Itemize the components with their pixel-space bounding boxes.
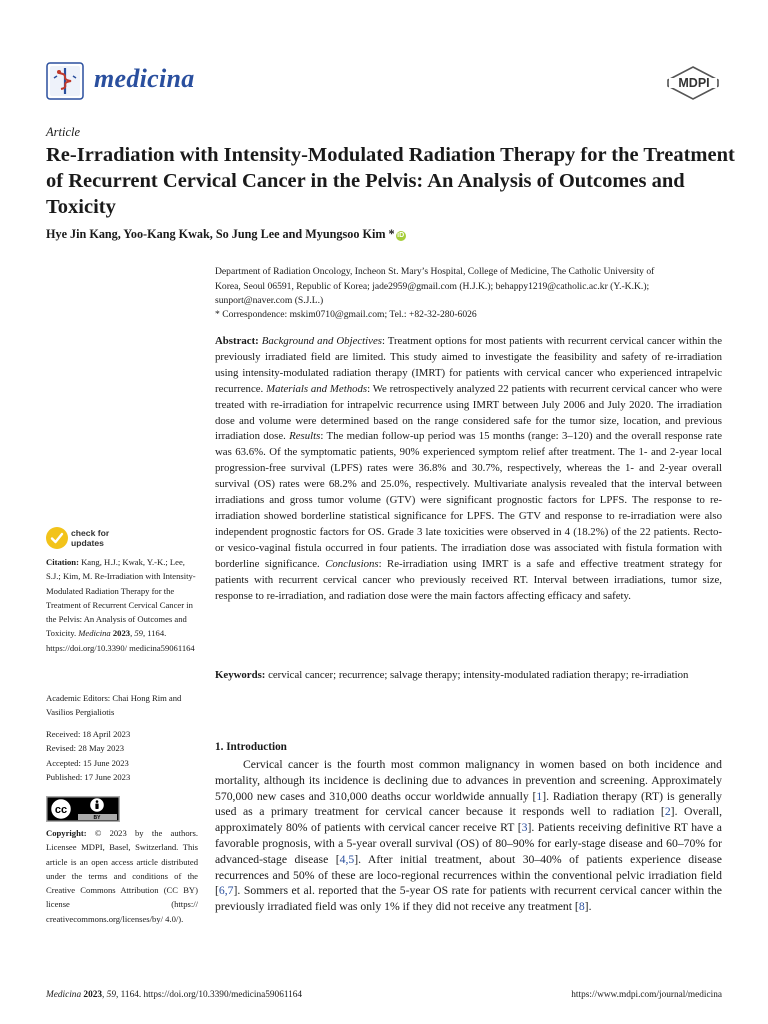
footer-year: 2023 — [81, 990, 103, 1000]
abstract-label: Abstract: — [215, 335, 259, 347]
date-accepted: Accepted: 15 June 2023 — [46, 757, 129, 768]
author-list — [46, 227, 406, 242]
checkmark-icon — [50, 531, 64, 545]
affiliation-line: Department of Radiation Oncology, Incheon St. Mary’s Hospital, College of Medicine, The Catholic University of — [215, 266, 655, 277]
copyright-notice — [46, 826, 198, 926]
check-line-1: check for — [71, 528, 110, 538]
orcid-icon[interactable]: iD — [397, 232, 405, 239]
keywords-label: Keywords: — [215, 669, 266, 681]
abstract-text: : We retrospectively analyzed 22 patients with recurrent cervical cancer who were treated with re-irradiation for intrapelvic recurrence using IMRT between July 2006 and July 2020. The irradiation dose and volume were determined based on the range considered safe for the tumor size, location, and previous irradiation dose. — [215, 382, 723, 443]
section-heading-introduction: 1. Introduction — [215, 741, 287, 753]
intro-text: ]. Patients receiving definitive RT have a favorable prognosis, with a 5-year overall survival (OS) of 80–90% for early-stage disease and 60–70% for advanced-stage disease [ — [215, 821, 722, 866]
footer-volume: , 59 — [102, 990, 116, 1000]
reference-link[interactable]: 6,7 — [218, 884, 234, 898]
citation-year: 2023 — [110, 628, 131, 639]
date-revised: Revised: 28 May 2023 — [46, 743, 125, 754]
publisher-name: MDPI — [678, 76, 710, 90]
license-cc-text: cc — [54, 804, 68, 817]
copyright-label: Copyright: — [46, 828, 87, 838]
check-line-2: updates — [71, 538, 104, 548]
article-title: Re-Irradiation with Intensity-Modulated Radiation Therapy for the Treatment of Recurrent Cervical Cancer in the Pelvis: An Analysis of Outcomes and Toxicity — [46, 144, 735, 218]
publication-dates — [46, 727, 198, 784]
keywords — [215, 668, 722, 684]
citation-volume: , 59 — [130, 628, 143, 639]
citation-journal: Medicina — [78, 628, 111, 639]
intro-text: ]. Radiation therapy (RT) is generally used as a primary treatment for cervical cancer because it responds well to radiation [ — [215, 789, 722, 819]
reference-link[interactable]: 1 — [536, 789, 543, 803]
footer-citation — [46, 990, 302, 1000]
intro-text: ]. — [584, 900, 592, 914]
intro-text: Cervical cancer is the fourth most common malignancy in women based on both incidence and mortality, although its incidence is declining due to advances in prevention and screening. Approximately 570,000 new cases and 310,000 deaths occur worldwide annually [ — [215, 758, 722, 803]
journal-name: medicina — [94, 64, 195, 93]
citation — [46, 555, 198, 655]
footer-journal: Medicina — [46, 990, 82, 1000]
abstract — [215, 334, 722, 604]
reference-link[interactable]: 2 — [664, 805, 671, 819]
footer-journal-url[interactable]: https://www.mdpi.com/journal/medicina — [571, 990, 722, 1000]
check-for-updates-button[interactable] — [46, 527, 126, 549]
citation-doi[interactable]: , 1164. https://doi.org/10.3390/ medicina59061164 — [46, 628, 195, 653]
reference-link[interactable]: 8 — [578, 900, 585, 914]
citation-label: Citation: — [46, 557, 79, 567]
abstract-text: : Treatment options for most patients with recurrent cervical cancer within the previously irradiated field are limited. This study aimed to investigate the feasibility and safety of re-irradiation using intensity-modulated radiation therapy (IMRT) for patients with cervical cancer who experienced intrapelvic recurrence. — [215, 335, 722, 395]
abstract-text: : The median follow-up period was 15 months (range: 3–120) and the overall response rate was 63.6%. Of the symptomatic patients, 90% experienced symptom relief after treatment. The 1- and 2-year local progression-free survival (LPFS) rates were 36.8% and 30.7%, respectively, whereas the 1- and 2-year overall survival (OS) rates were 68.2% and 25.0%, respectively. Multivariate analysis revealed that the interval between irradiations and gross tumor volume (GTV) were significant prognostic factors for LPFS. The response to re-irradiation showed borderline statistical significance for LPFS. The GTV and response to re-irradiation were also independent prognostic factors for OS. Grade 3 late toxicities were observed in 4 (18.2%) of the 22 patients. Recto- or vesico-vaginal fistula occurred in four patients. The irradiation dose was associated with fistula formation with borderline significance. — [215, 430, 722, 570]
intro-text: ]. After initial treatment, about 30–40% of patients experience disease recurrences and 50% of these are loco-regional recurrences within the conventional pelvic irradiation field [ — [215, 852, 722, 898]
reference-link[interactable]: 3 — [521, 821, 528, 835]
citation-text: Kang, H.J.; Kwak, Y.-K.; Lee, S.J.; Kim, M. Re-Irradiation with Intensity-Modulated Radiation Therapy for the Treatment of Recurrent Cervical Cancer in the Pelvis: An Analysis of Outcomes and Toxicity. — [46, 557, 196, 639]
affiliation-line: Korea, Seoul 06591, Republic of Korea; jade2959@gmail.com (H.J.K.); behappy1219@catholic.ac.kr (Y.-K.K.); — [215, 280, 650, 292]
intro-text: ]. Sommers et al. reported that the 5-year OS rate for patients with recurrent cervical cancer within the previously irradiated field was only 1% if they did not receive any treatment [ — [215, 884, 722, 914]
academic-editors: Academic Editors: Chai Hong Rim and Vasilios Pergialiotis — [46, 693, 182, 718]
footer-doi[interactable]: , 1164. https://doi.org/10.3390/medicina59061164 — [115, 990, 303, 1000]
correspondence: * Correspondence: mskim0710@gmail.com; Tel.: +82-32-280-6026 — [215, 309, 477, 320]
affiliation-line: sunport@naver.com (S.J.L.) — [215, 295, 324, 306]
abstract-section-head: Materials and Methods — [266, 382, 368, 395]
keywords-text: cervical cancer; recurrence; salvage therapy; intensity-modulated radiation therapy; re-irradiation — [265, 669, 689, 681]
check-for-updates-text — [71, 528, 109, 548]
date-published: Published: 17 June 2023 — [46, 771, 131, 782]
affiliations — [215, 265, 722, 309]
article-type: Article — [46, 125, 81, 139]
authors-text: Hye Jin Kang, Yoo-Kang Kwak, So Jung Lee and Myungsoo Kim * — [46, 227, 395, 241]
abstract-section-head: Background and Objectives — [261, 335, 382, 347]
abstract-section-head: Conclusions — [325, 557, 379, 570]
date-received: Received: 18 April 2023 — [46, 729, 131, 739]
journal-logo-icon — [46, 62, 84, 100]
abstract-section-head: Results — [289, 430, 321, 443]
copyright-text: © 2023 by the authors. Licensee MDPI, Basel, Switzerland. This article is an open access article distributed under the terms and conditions of the Creative Commons Attribution (CC BY) license (https:// creativecommons.org/licenses/by/ 4.0/). — [46, 828, 198, 924]
cc-by-license-icon[interactable] — [46, 796, 120, 822]
reference-link[interactable]: 4,5 — [339, 852, 355, 866]
license-by-text: BY — [93, 815, 101, 822]
introduction-paragraph — [215, 757, 722, 915]
abstract-text: : Re-irradiation using IMRT is a safe and effective treatment strategy for patients with recurrent cervical cancer who previously received RT. Interval between irradiations, tumor size, response to re-irradiation, and radiation dose were the main factors affecting efficacy and safety. — [215, 557, 722, 602]
intro-text: ]. Overall, approximately 80% of patients with cervical cancer receive RT [ — [215, 805, 722, 835]
